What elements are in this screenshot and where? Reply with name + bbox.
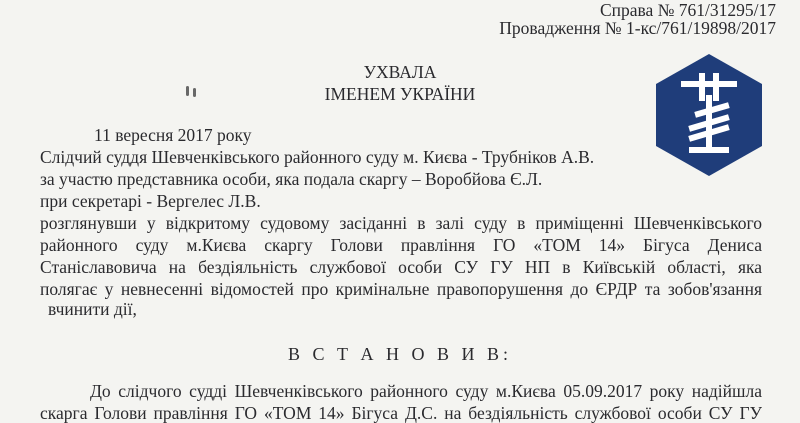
ink-mark bbox=[193, 88, 196, 97]
proceeding-number: Провадження № 1-кс/761/19898/2017 bbox=[499, 18, 776, 38]
body-line: полягає у невнесенні відомостей про кримінальне правопорушення до ЄРДР та зобов'язання bbox=[40, 279, 762, 299]
body-line: районного суду м.Києва скаргу Голови правління ГО «ТОМ 14» Бігуса Дениса bbox=[40, 235, 762, 255]
body-line: вчинити дії, bbox=[48, 299, 137, 319]
established-line: До слідчого судді Шевченківського районного суду м.Києва 05.09.2017 року надійшла bbox=[90, 381, 762, 401]
representative-line: за участю представника особи, яка подала скаргу – Воробйова Є.Л. bbox=[40, 169, 543, 189]
ink-mark bbox=[186, 86, 189, 96]
ruling-date: 11 вересня 2017 року bbox=[94, 125, 252, 145]
document-subtitle: ІМЕНЕМ УКРАЇНИ bbox=[324, 84, 476, 104]
secretary-line: при секретарі - Вергелес Л.В. bbox=[40, 191, 261, 211]
tom14-hexagon-logo-icon bbox=[654, 52, 764, 178]
judge-line: Слідчий суддя Шевченківського районного суду м. Києва - Трубніков А.В. bbox=[40, 147, 595, 167]
document-title: УХВАЛА bbox=[363, 62, 437, 82]
case-number: Справа № 761/31295/17 bbox=[599, 0, 776, 20]
section-heading: В С Т А Н О В И В: bbox=[287, 344, 512, 364]
body-line: розглянувши у відкритому судовому засіданні в залі суду в приміщенні Шевченківського bbox=[40, 213, 762, 233]
body-line: Станіславовича на бездіяльність службової особи СУ ГУ НП в Київській області, яка bbox=[40, 257, 762, 277]
established-line: скарга Голови правління ГО «ТОМ 14» Бігуса Д.С. на бездіяльність службової особи СУ ГУ bbox=[40, 403, 762, 423]
